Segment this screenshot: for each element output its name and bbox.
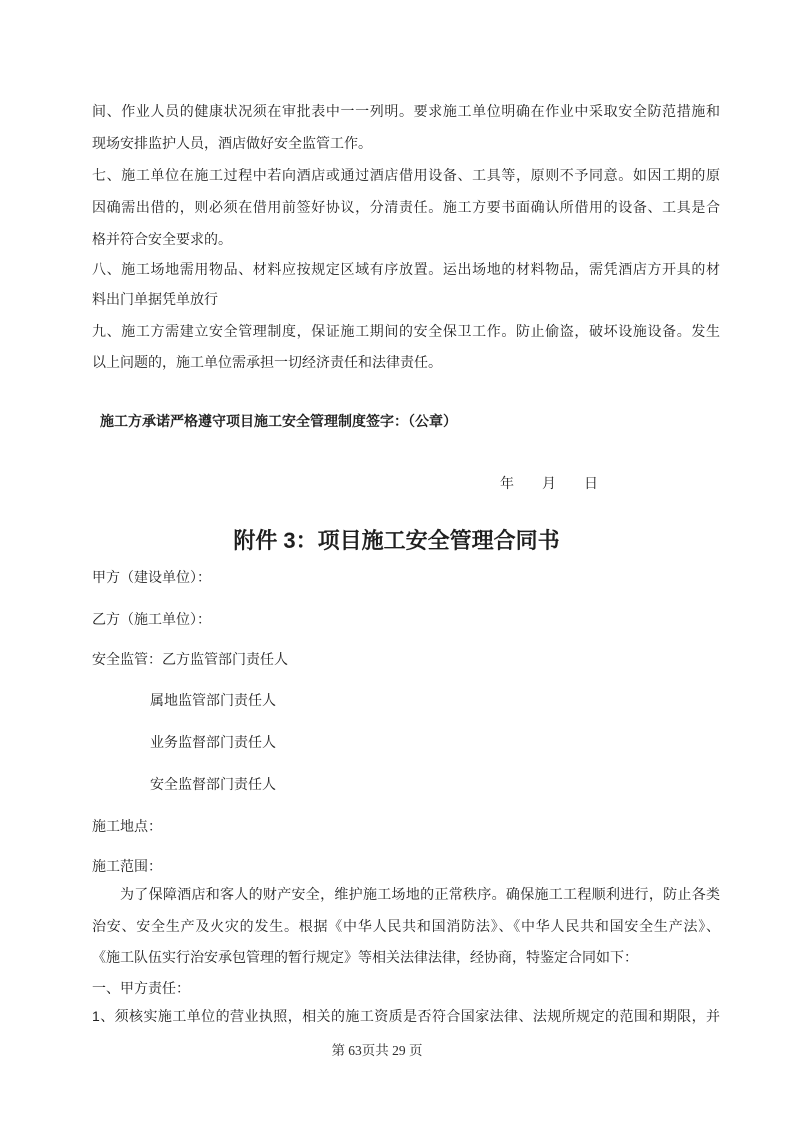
terms-line: 以上问题的，施工单位需承担一切经济责任和法律责任。 xyxy=(92,354,442,370)
terms-line: 八、施工场地需用物品、材料应按规定区域有序放置。运出场地的材料物品，需凭酒店方开具的材 xyxy=(92,261,720,277)
terms-line: 九、施工方需建立安全管理制度，保证施工期间的安全保卫工作。防止偷盗，破坏设施设备。发生 xyxy=(92,323,720,339)
clause-1-line: 1、须核实施工单位的营业执照，相关的施工资质是否符合国家法律、法规所规定的范围和期限，并 xyxy=(92,1008,720,1024)
terms-line: 料出门单据凭单放行 xyxy=(92,291,218,307)
page-footer: 第 63页共 29 页 xyxy=(331,1043,423,1058)
safety-supervision-line: 安全监管：乙方监管部门责任人 xyxy=(92,651,288,667)
date-line: 年 月 日 xyxy=(500,475,598,491)
terms-line: 因确需出借的，则必须在借用前签好协议，分清责任。施工方要书面确认所借用的设备、工具是合 xyxy=(92,199,720,215)
supervision-item-line: 属地监管部门责任人 xyxy=(150,692,276,708)
attachment-3-title: 附件 3：项目施工安全管理合同书 xyxy=(233,528,560,553)
party-b-line: 乙方（施工单位）： xyxy=(92,611,211,627)
supervision-item-line: 业务监督部门责任人 xyxy=(150,734,276,750)
construction-site-line: 施工地点： xyxy=(92,818,162,834)
construction-scope-line: 施工范围： xyxy=(92,858,162,874)
section-1-heading: 一、甲方责任： xyxy=(92,980,190,996)
terms-line: 格并符合安全要求的。 xyxy=(92,231,232,247)
terms-line: 七、施工单位在施工过程中若向酒店或通过酒店借用设备、工具等，原则不予同意。如因工期的原 xyxy=(92,167,720,183)
preamble-line: 《施工队伍实行治安承包管理的暂行规定》等相关法律法律，经协商，特鉴定合同如下： xyxy=(92,949,638,965)
signature-line: 施工方承诺严格遵守项目施工安全管理制度签字：（公章） xyxy=(100,413,457,429)
terms-line: 现场安排监护人员，酒店做好安全监管工作。 xyxy=(92,135,372,151)
supervision-item-line: 安全监督部门责任人 xyxy=(150,776,276,792)
party-a-line: 甲方（建设单位）： xyxy=(92,569,211,585)
preamble-line: 为了保障酒店和客人的财产安全，维护施工场地的正常秩序。确保施工工程顺利进行，防止各类 xyxy=(120,886,720,902)
terms-line: 间、作业人员的健康状况须在审批表中一一列明。要求施工单位明确在作业中采取安全防范措施和 xyxy=(92,103,720,119)
preamble-line: 治安、安全生产及火灾的发生。根据《中华人民共和国消防法》、《中华人民共和国安全生产法》、 xyxy=(92,918,720,934)
